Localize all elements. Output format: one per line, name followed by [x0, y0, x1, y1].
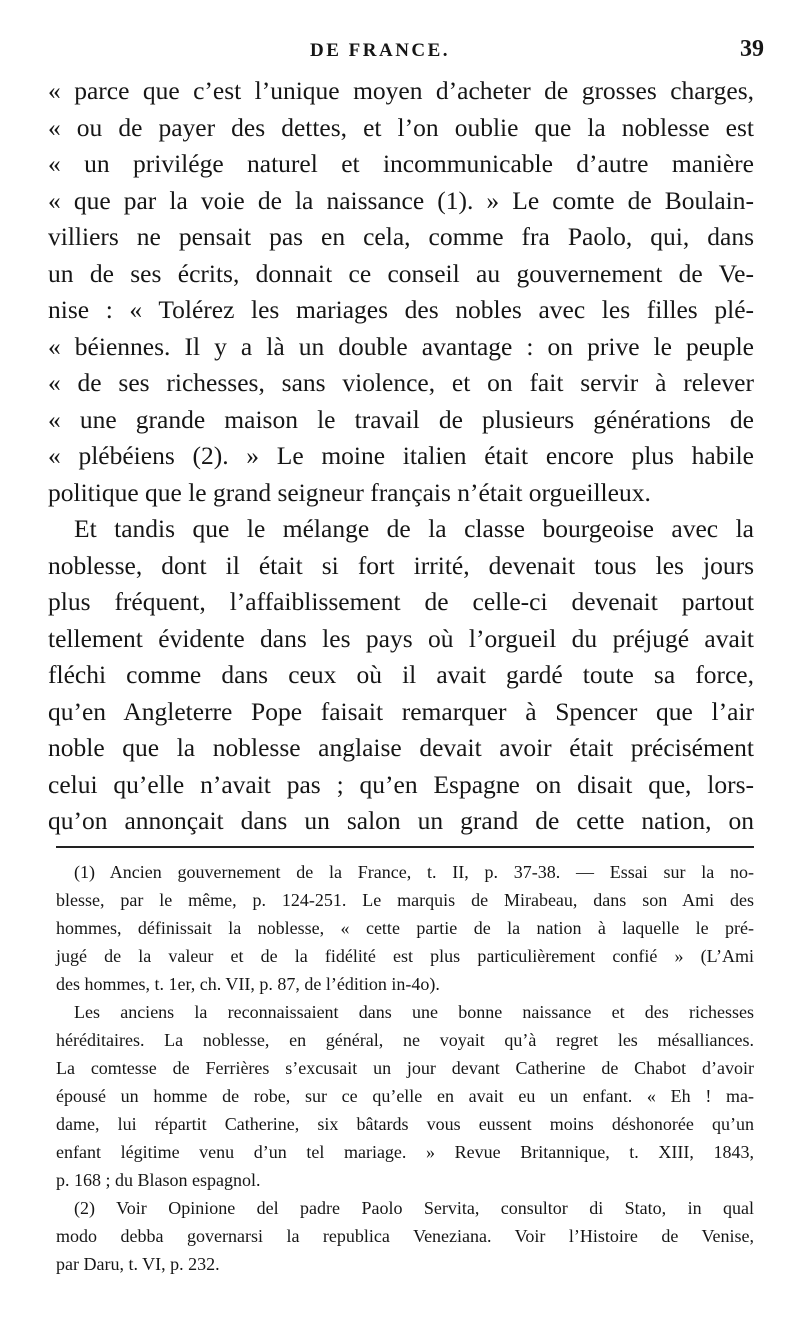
footnote-line: (1) Ancien gouvernement de la France, t. II, p. 37-38. — Essai sur la no-: [74, 862, 754, 882]
running-title: DE FRANCE.: [310, 40, 451, 61]
text-line: plus fréquent, l’affaiblissement de celle-ci devenait partout: [48, 587, 754, 616]
footnote-line: La comtesse de Ferrières s’excusait un jour devant Catherine de Chabot d’avoir: [56, 1058, 754, 1078]
text-line: « ou de payer des dettes, et l’on oublie que la noblesse est: [48, 112, 754, 142]
text-line: un de ses écrits, donnait ce conseil au gouvernement de Ve-: [48, 258, 754, 288]
footnote-line: héréditaires. La noblesse, en général, ne voyait qu’à regret les mésalliances.: [56, 1030, 754, 1050]
text-line: Et tandis que le mélange de la classe bourgeoise avec la: [74, 514, 754, 543]
text-line: celui qu’elle n’avait pas ; qu’en Espagne on disait que, lors-: [48, 769, 754, 799]
footnote-line: hommes, définissait la noblesse, « cette partie de la nation à laquelle le pré-: [56, 918, 754, 938]
running-head: [0, 32, 800, 72]
text-line: « plébéiens (2). » Le moine italien était encore plus habile: [48, 441, 754, 470]
footnote-line: enfant légitime venu d’un tel mariage. » Revue Britannique, t. XIII, 1843,: [56, 1142, 754, 1162]
footnote-rule: [56, 846, 754, 848]
text-line: tellement évidente dans les pays où l’orgueil du préjugé avait: [48, 623, 754, 653]
footnote-line: blesse, par le même, p. 124-251. Le marquis de Mirabeau, dans son Ami des: [56, 890, 754, 910]
main-text: [48, 73, 754, 840]
text-line: « que par la voie de la naissance (1). » Le comte de Boulain-: [48, 185, 754, 215]
text-line: noble que la noblesse anglaise devait avoir était précisément: [48, 733, 754, 762]
text-line: « une grande maison le travail de plusieurs générations de: [48, 404, 754, 434]
footnotes: [56, 858, 754, 1278]
text-line: « un privilége naturel et incommunicable d’autre manière: [48, 149, 754, 178]
text-line: nise : « Tolérez les mariages des nobles avec les filles plé-: [48, 295, 754, 324]
footnote-line: jugé de la valeur et de la fidélité est plus particulièrement confié » (L’Ami: [56, 946, 754, 966]
footnote-line: dame, lui répartit Catherine, six bâtards vous eussent moins déshonorée qu’un: [56, 1114, 754, 1134]
footnote-line: épousé un homme de robe, sur ce qu’elle en avait eu un enfant. « Eh ! ma-: [56, 1086, 754, 1106]
text-line: politique que le grand seigneur français n’était orgueilleux.: [48, 477, 651, 507]
text-line: fléchi comme dans ceux où il avait gardé toute sa force,: [48, 660, 754, 689]
text-line: « béiennes. Il y a là un double avantage : on prive le peuple: [48, 331, 754, 361]
footnote-line: modo debba governarsi la republica Veneziana. Voir l’Histoire de Venise,: [56, 1226, 754, 1246]
footnote-line: Les anciens la reconnaissaient dans une bonne naissance et des richesses: [74, 1002, 754, 1022]
text-line: villiers ne pensait pas en cela, comme fra Paolo, qui, dans: [48, 222, 754, 251]
footnote-line: (2) Voir Opinione del padre Paolo Servita, consultor di Stato, in qual: [74, 1198, 754, 1218]
footnote-line: des hommes, t. 1er, ch. VII, p. 87, de l’édition in-4o).: [56, 974, 440, 994]
text-line: « de ses richesses, sans violence, et on fait servir à relever: [48, 368, 754, 397]
text-line: noblesse, dont il était si fort irrité, devenait tous les jours: [48, 550, 754, 580]
text-line: qu’on annonçait dans un salon un grand de cette nation, on: [48, 806, 754, 835]
text-line: « parce que c’est l’unique moyen d’acheter de grosses charges,: [48, 76, 754, 105]
footnote-line: par Daru, t. VI, p. 232.: [56, 1254, 220, 1274]
footnote-line: p. 168 ; du Blason espagnol.: [56, 1170, 261, 1190]
text-line: qu’en Angleterre Pope faisait remarquer à Spencer que l’air: [48, 696, 754, 726]
page-number: 39: [740, 36, 764, 62]
